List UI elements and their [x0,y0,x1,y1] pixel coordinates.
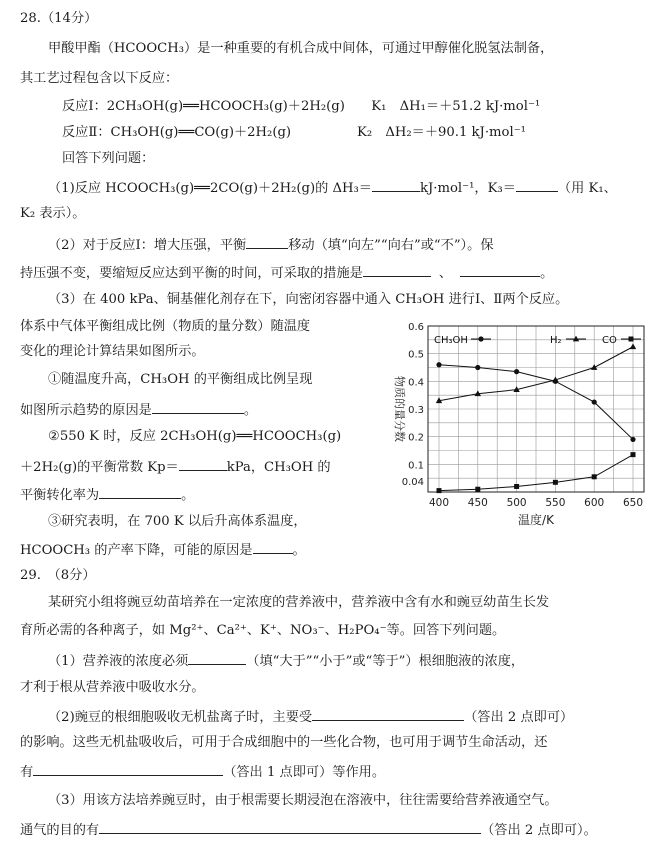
q29-p2-text-a: （2)豌豆的根细胞吸收无机盐离子时，主要受 [48,710,313,725]
q28-sub2-line2 [20,457,331,477]
data-point [436,362,441,367]
q28-part1-line2: K₂ 表示）。 [20,206,86,221]
y-tick-label: 0.1 [408,460,424,472]
data-point [591,364,597,370]
q28-part3-line1: （3）在 400 kPa、铜基催化剂存在下，向密闭容器中通入 CH₃OH 进行Ⅰ、Ⅱ两个反应。 [48,292,569,307]
data-point [631,452,636,457]
chart-legend [434,335,641,346]
q29-part2-line2: 的影响。这些无机盐吸收后，可用于合成细胞中的一些化合物，也可用于调节生命活动，还 [20,735,548,750]
q28-part2-line2 [20,263,553,283]
aeration-purpose-blank[interactable] [99,820,481,834]
q29-p1-text-a: （1）营养液的浓度必须 [48,654,189,669]
legend-label: CH₃OH [434,335,468,346]
y-tick-label: 0.5 [408,349,424,361]
q28-p2-text-c: 持压强不变，要缩短反应达到平衡的时间，可采取的措施是 [20,266,363,281]
data-point [437,488,442,493]
q28-s1-text-c: 。 [243,403,258,418]
q28-s2-text-e: 。 [181,488,195,503]
legend-label: H₂ [550,335,562,346]
measure-blank-2[interactable] [460,263,540,277]
y-axis-label: 物质的量分数 [393,376,406,442]
reaction-1: 反应Ⅰ：2CH₃OH(g)══HCOOCH₃(g)＋2H₂(g) K₁ ΔH₁＝＋51.2 kJ·mol⁻¹ [62,99,541,114]
dh3-blank[interactable] [372,178,420,192]
equilibrium-shift-blank[interactable] [246,235,288,249]
q29-intro-line2: 育所必需的各种离子，如 Mg²⁺、Ca²⁺、K⁺、NO₃⁻、H₂PO₄⁻等。回答下列问题。 [20,623,506,638]
kp-blank[interactable] [179,457,227,471]
x-tick-label: 600 [584,497,605,509]
x-tick-label: 500 [506,497,527,509]
q28-sub3-line2 [20,540,306,560]
q28-intro-line2: 其工艺过程包含以下反应： [20,71,179,86]
q29-p2-text-b: （答出 2 点即可） [464,710,574,725]
q28-p1-text-c: （用 K₁、 [557,181,617,196]
data-point [514,484,519,489]
x-tick-label: 450 [467,497,488,509]
q28-s2-text-d: 平衡转化率为 [20,488,100,503]
measure-blank-1[interactable] [363,263,431,277]
y-tick-label: 0.6 [408,322,424,333]
x-tick-label: 550 [545,497,566,509]
mole-fraction-chart [386,318,654,530]
q28-sub3-line1: ③研究表明，在 700 K 以后升高体系温度， [48,514,307,529]
conversion-blank[interactable] [99,485,181,499]
y-tick-label: 0.4 [408,377,424,389]
q29-header: 29. （8分） [20,568,96,583]
q29-part1-line1 [48,651,524,671]
yield-reason-blank[interactable] [253,540,293,554]
data-point [630,343,636,349]
q29-p3-text-c: （答出 2 点即可）。 [481,823,597,838]
data-point [475,487,480,492]
q29-p2-text-d: 有 [20,765,34,780]
data-point [592,474,597,479]
q28-p1-text-b: kJ·mol⁻¹，K₃＝ [420,181,516,196]
q28-part2-line1 [48,235,494,255]
q28-s2-text-b: ＋2H₂(g)的平衡常数 Kp＝ [20,460,179,475]
y-tick-label: 0.3 [408,405,424,416]
q28-p2-text-a: （2）对于反应Ⅰ：增大压强，平衡 [48,238,247,253]
concentration-blank[interactable] [188,651,246,665]
legend-marker [478,336,483,341]
q29-p2-text-e: （答出 1 点即可）等作用。 [223,765,386,780]
q28-s2-text-c: kPa，CH₃OH 的 [226,460,331,475]
q28-ask: 回答下列问题： [62,151,155,166]
q29-part1-line2: 才利于根从营养液中吸收水分。 [20,680,205,695]
y-tick-label: 0.04 [401,476,424,488]
function-blank[interactable] [33,762,223,776]
q28-sub1-line1: ①随温度升高，CH₃OH 的平衡组成比例呈现 [48,372,313,387]
q28-p2-text-e: 。 [540,266,554,281]
q29-intro-line1: 某研究小组将豌豆幼苗培养在一定浓度的营养液中，营养液中含有水和豌豆幼苗生长发 [48,595,550,610]
q28-sub2-line1: ②550 K 时，反应 2CH₃OH(g)══HCOOCH₃(g) [48,429,342,444]
q29-part2-line1 [48,707,573,727]
q29-part2-line3 [20,762,385,782]
reaction-2: 反应Ⅱ：CH₃OH(g)══CO(g)＋2H₂(g) K₂ ΔH₂＝＋90.1 kJ·mol⁻¹ [62,125,526,140]
q29-p3-text-b: 通气的目的有 [20,823,100,838]
x-tick-label: 650 [622,497,644,509]
q29-p1-text-b: （填“大于”“小于”或“等于”）根细胞液的浓度， [246,654,525,669]
q28-sub1-line2 [20,400,257,420]
data-point [630,437,635,442]
data-point [592,399,597,404]
x-tick-label: 400 [428,497,450,509]
data-point [514,369,519,374]
legend-marker [629,337,634,342]
q28-header: 28.（14分） [20,11,98,26]
q28-s1-text-b: 如图所示趋势的原因是 [20,403,152,418]
q28-s3-text-c: 。 [292,543,306,558]
data-point [475,365,480,370]
q29-part3-line2 [20,820,597,840]
q29-part3-line1: （3）用该方法培养豌豆时，由于根需要长期浸泡在溶液中，往往需要给营养液通空气。 [48,793,558,808]
data-point [553,480,558,485]
q28-part3-line2: 体系中气体平衡组成比例（物质的量分数）随温度 [20,319,311,334]
q28-intro-line1: 甲酸甲酯（HCOOCH₃）是一种重要的有机合成中间体，可通过甲醇催化脱氢法制备， [48,41,554,56]
reason-blank[interactable] [152,400,244,414]
q28-p2-text-d: 、 [438,266,453,281]
q28-s3-text-b: HCOOCH₃ 的产率下降，可能的原因是 [20,543,253,558]
q28-p1-text-a: （1)反应 HCOOCH₃(g)══2CO(g)＋2H₂(g)的 ΔH₃＝ [48,181,372,196]
q28-part3-line3: 变化的理论计算结果如图所示。 [20,344,205,359]
k3-blank[interactable] [516,178,558,192]
x-axis-label: 温度/K [518,513,554,527]
q28-part1-line1 [48,178,617,198]
q28-sub2-line3 [20,485,194,505]
q28-p2-text-b: 移动（填“向左”“向右”或“不”）。保 [288,238,494,253]
factors-blank[interactable] [312,707,464,721]
legend-label: CO [602,335,617,346]
y-tick-label: 0.2 [408,432,424,444]
